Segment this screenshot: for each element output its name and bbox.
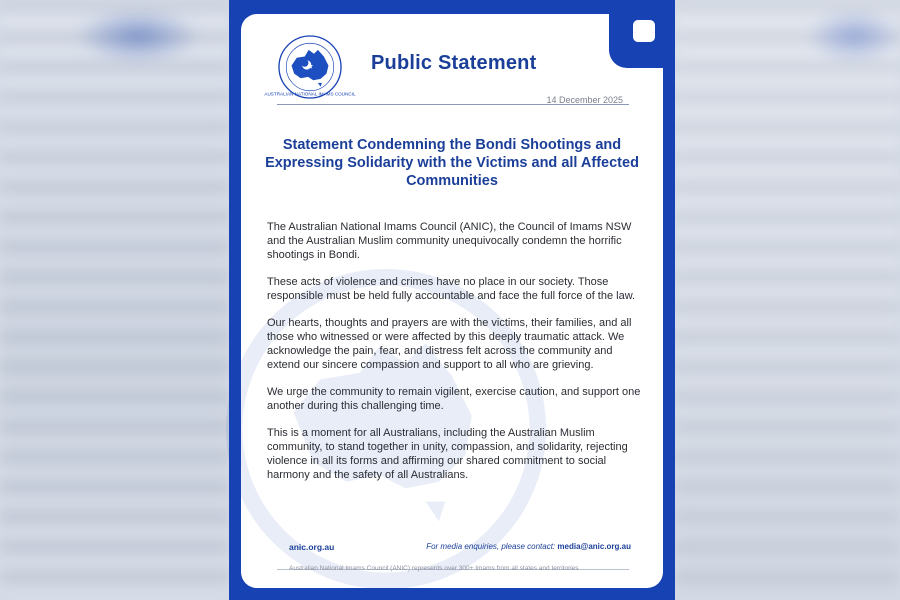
corner-square-icon [633, 20, 655, 42]
statement-document [241, 14, 663, 588]
website-link[interactable]: anic.org.au [289, 542, 335, 552]
background-blur-left [0, 0, 230, 600]
paragraph: This is a moment for all Australians, including the Australian Muslim community, to stand together in unity, compassion, and solidarity, rejecting violence in all its forms and affirming our shared commitment to social harmony and the safety of all Australians. [267, 427, 628, 481]
statement-date: 14 December 2025 [546, 95, 623, 105]
corner-decoration [609, 12, 665, 68]
footer-note: Australian National Imams Council (ANIC) represents over 300+ Imams from all states and territories [289, 565, 579, 572]
page-title: Public Statement [371, 52, 537, 74]
background-blur-right [674, 0, 900, 600]
anic-logo-icon [264, 34, 356, 100]
paragraph: We urge the community to remain vigilent, exercise caution, and support one another during this challenging time. [267, 386, 641, 412]
document-frame [229, 0, 675, 600]
logo-caption: AUSTRALIAN NATIONAL IMAMS COUNCIL [264, 91, 356, 97]
paragraph: The Australian National Imams Council (ANIC), the Council of Imams NSW and the Australian Muslim community unequivocally condemn the horrific shootings in Bondi. [267, 221, 632, 261]
statement-body [267, 220, 647, 495]
statement-heading: Statement Condemning the Bondi Shootings and Expressing Solidarity with the Victims and all Affected Communities [265, 137, 639, 189]
media-contact [426, 542, 631, 551]
media-contact-label: For media enquiries, please contact: [426, 542, 556, 551]
media-email-link[interactable]: media@anic.org.au [557, 542, 631, 551]
paragraph: These acts of violence and crimes have no place in our society. Those responsible must be held fully accountable and face the full force of the law. [267, 276, 636, 302]
paragraph: Our hearts, thoughts and prayers are with the victims, their families, and all those who witnessed or were affected by this deeply traumatic attack. We acknowledge the pain, fear, and distress felt across the community and extend our sincere compassion and support to all who are grieving. [267, 317, 632, 371]
